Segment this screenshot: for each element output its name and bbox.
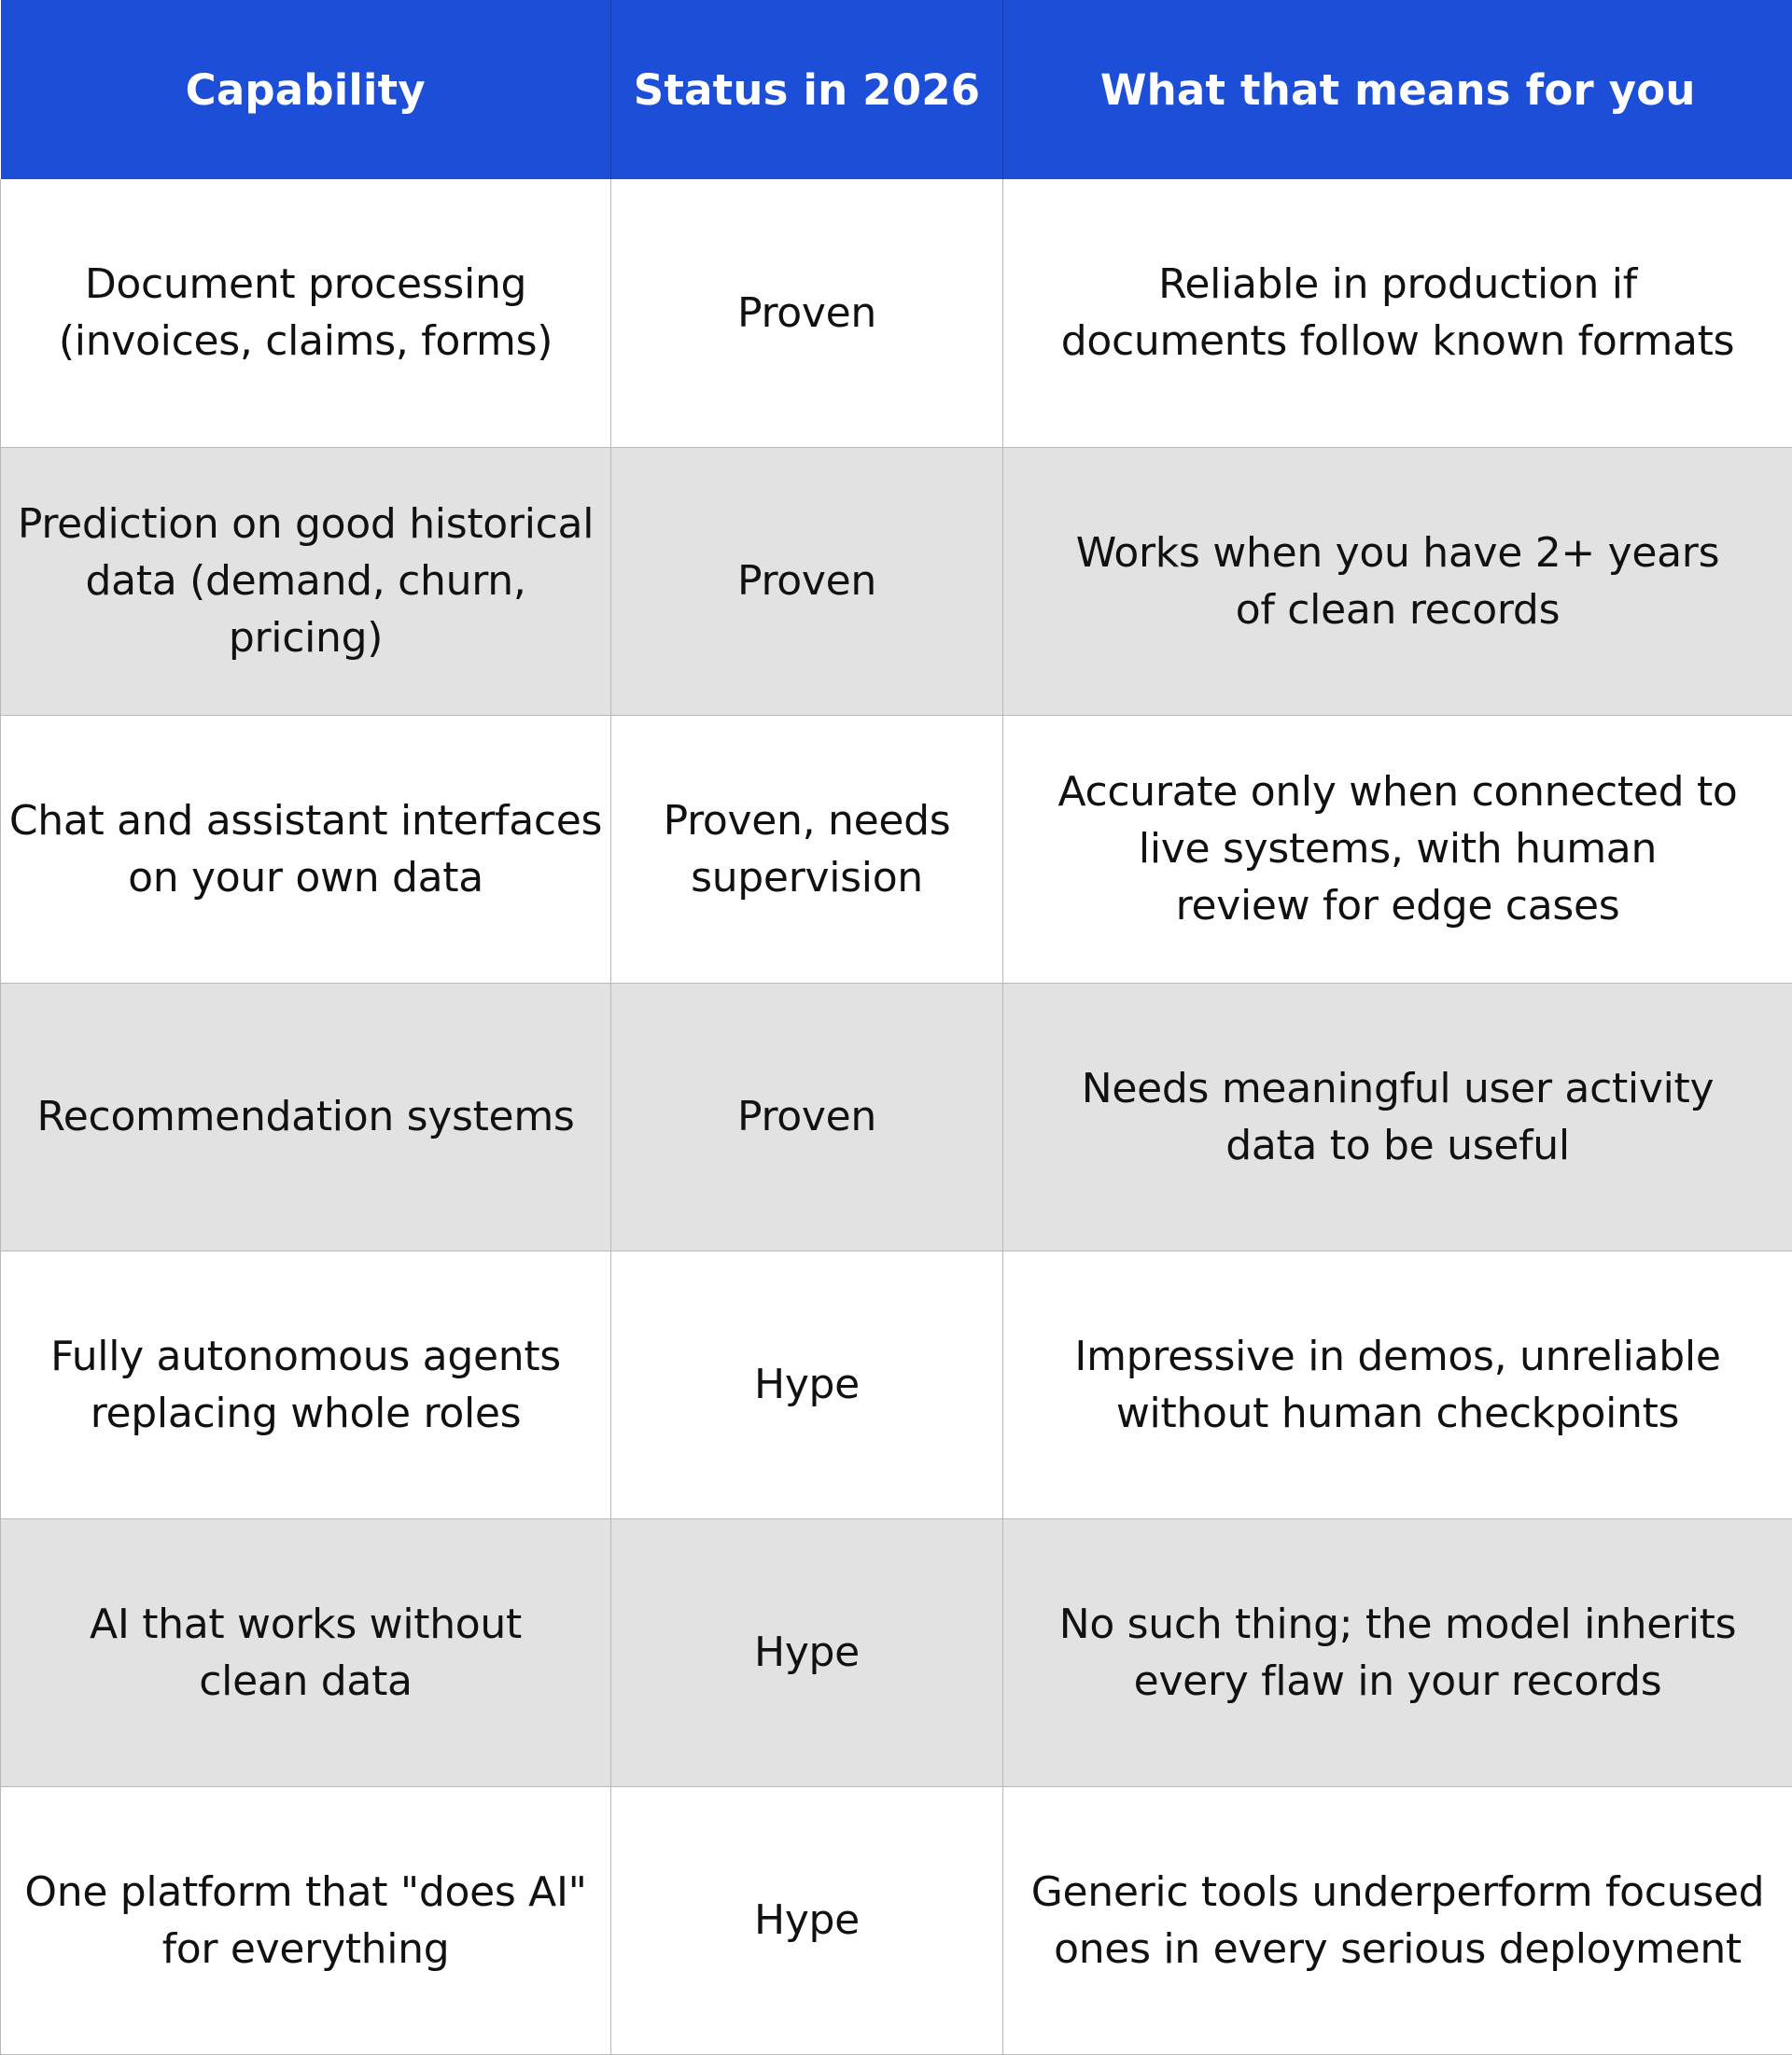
table-row [1,447,1792,715]
capability-cell: Fully autonomous agents replacing whole roles [1,1251,611,1518]
meaning-cell: Accurate only when connected to live systems, with human review for edge cases [1003,715,1792,983]
meaning-cell: Impressive in demos, unreliable without human checkpoints [1003,1251,1792,1518]
capability-cell: AI that works without clean data [1,1518,611,1786]
status-cell: Hype [611,1786,1003,2054]
header-capability: Capability [1,0,611,179]
meaning-cell: Reliable in production if documents follow known formats [1003,179,1792,447]
table-row [1,1251,1792,1518]
table-row [1,179,1792,447]
table-row [1,1518,1792,1786]
status-cell: Proven [611,179,1003,447]
meaning-cell: Works when you have 2+ years of clean records [1003,447,1792,715]
capability-cell: Recommendation systems [1,983,611,1251]
status-cell: Hype [611,1251,1003,1518]
meaning-cell: Needs meaningful user activity data to be useful [1003,983,1792,1251]
table-row [1,1786,1792,2054]
header-meaning: What that means for you [1003,0,1792,179]
table-row [1,715,1792,983]
capability-cell: One platform that "does AI" for everything [1,1786,611,2054]
capability-cell: Prediction on good historical data (demand, churn, pricing) [1,447,611,715]
header-status: Status in 2026 [611,0,1003,179]
capability-cell: Document processing (invoices, claims, forms) [1,179,611,447]
meaning-cell: Generic tools underperform focused ones in every serious deployment [1003,1786,1792,2054]
table-body [1,179,1792,2054]
table-header [1,0,1792,179]
table-row [1,983,1792,1251]
capability-cell: Chat and assistant interfaces on your own data [1,715,611,983]
status-cell: Proven, needs supervision [611,715,1003,983]
status-cell: Proven [611,983,1003,1251]
meaning-cell: No such thing; the model inherits every flaw in your records [1003,1518,1792,1786]
status-cell: Proven [611,447,1003,715]
header-row [1,0,1792,179]
status-cell: Hype [611,1518,1003,1786]
